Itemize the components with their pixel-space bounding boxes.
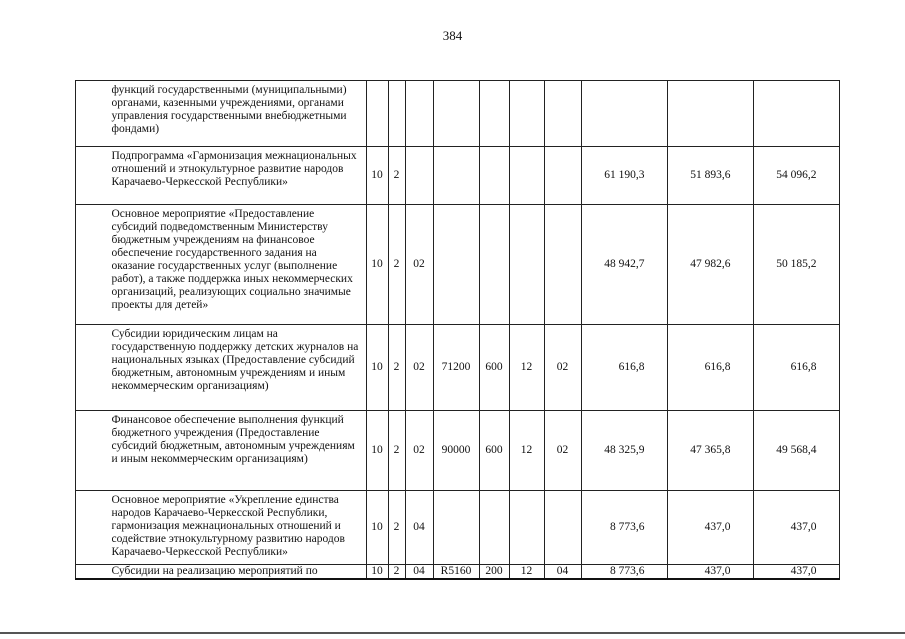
table-row [41,147,839,205]
row-margin-cell [41,411,75,491]
code-cell [544,491,581,565]
code-cell: 2 [388,325,405,411]
code-cell: 12 [509,325,544,411]
code-cell [405,147,433,205]
code-cell [433,205,479,325]
code-cell: 600 [479,411,509,491]
row-name-cell: Подпрограмма «Гармонизация межнациональных отношений и этнокультурное развитие народов Карачаево-Черкесской Республики» [75,147,366,205]
code-cell: 200 [479,565,509,580]
code-cell: 10 [366,491,388,565]
code-cell: 02 [405,411,433,491]
row-name-cell: функций государственными (муниципальными) органами, казенными учреждениями, органами управления государственными внебюджетными фондами) [75,81,366,147]
page-number: 384 [442,28,463,43]
amount-cell [667,81,753,147]
code-cell: 90000 [433,411,479,491]
code-cell: 12 [509,411,544,491]
code-cell [479,491,509,565]
code-cell: 10 [366,147,388,205]
row-name-cell: Субсидии на реализацию мероприятий по [75,565,366,580]
code-cell: 71200 [433,325,479,411]
code-cell: 2 [388,565,405,580]
code-cell [433,147,479,205]
amount-cell: 54 096,2 [753,147,839,205]
row-margin-cell [41,325,75,411]
code-cell [433,81,479,147]
amount-cell: 47 982,6 [667,205,753,325]
code-cell [479,205,509,325]
code-cell [509,81,544,147]
amount-cell: 48 325,9 [581,411,667,491]
code-cell: 10 [366,565,388,580]
row-margin-cell [41,491,75,565]
code-cell [544,205,581,325]
amount-cell: 47 365,8 [667,411,753,491]
code-cell: 02 [405,205,433,325]
code-cell: 04 [405,565,433,580]
code-cell: 04 [405,491,433,565]
code-cell [544,147,581,205]
amount-cell: 8 773,6 [581,491,667,565]
budget-table [41,80,840,580]
amount-cell: 616,8 [667,325,753,411]
row-name-cell: Финансовое обеспечение выполнения функций бюджетного учреждения (Предоставление субсидий бюджетным, автономным учреждениям и иным некоммерческим организациям) [75,411,366,491]
amount-cell: 437,0 [667,565,753,580]
code-cell: 2 [388,205,405,325]
code-cell: 10 [366,411,388,491]
amount-cell: 51 893,6 [667,147,753,205]
row-name-cell: Основное мероприятие «Предоставление субсидий подведомственным Министерству бюджетным учреждениям на финансовое обеспечение государственного задания на оказание государственных услуг (выполнение работ), а также поддержка иных некоммерческих организаций, реализующих социально значимые проекты для детей» [75,205,366,325]
code-cell: 10 [366,205,388,325]
row-margin-cell [41,205,75,325]
code-cell [509,205,544,325]
row-margin-cell [41,565,75,580]
table-row [41,325,839,411]
amount-cell: 50 185,2 [753,205,839,325]
table-row [41,81,839,147]
code-cell [479,147,509,205]
code-cell: 2 [388,411,405,491]
code-cell: 2 [388,491,405,565]
amount-cell [581,81,667,147]
page-bottom-edge [0,632,905,634]
amount-cell: 49 568,4 [753,411,839,491]
code-cell: 12 [509,565,544,580]
amount-cell [753,81,839,147]
code-cell: 2 [388,147,405,205]
code-cell: R5160 [433,565,479,580]
code-cell: 10 [366,325,388,411]
code-cell [388,81,405,147]
row-margin-cell [41,81,75,147]
code-cell [479,81,509,147]
amount-cell: 8 773,6 [581,565,667,580]
code-cell [509,147,544,205]
code-cell: 04 [544,565,581,580]
code-cell [544,81,581,147]
table-row [41,565,839,580]
code-cell [509,491,544,565]
code-cell [433,491,479,565]
table-row [41,491,839,565]
code-cell: 02 [544,411,581,491]
table-row [41,411,839,491]
row-name-cell: Основное мероприятие «Укрепление единства народов Карачаево-Черкесской Республики, гармонизация межнациональных отношений и содействие этнокультурному развитию народов Карачаево-Черкесской Республики» [75,491,366,565]
code-cell: 02 [544,325,581,411]
table-row [41,205,839,325]
amount-cell: 437,0 [753,491,839,565]
code-cell: 02 [405,325,433,411]
amount-cell: 437,0 [753,565,839,580]
amount-cell: 61 190,3 [581,147,667,205]
code-cell [405,81,433,147]
amount-cell: 616,8 [753,325,839,411]
code-cell [366,81,388,147]
row-name-cell: Субсидии юридическим лицам на государственную поддержку детских журналов на национальных языках (Предоставление субсидий бюджетным, автономным учреждениям и иным некоммерческим организациям) [75,325,366,411]
amount-cell: 616,8 [581,325,667,411]
amount-cell: 437,0 [667,491,753,565]
code-cell: 600 [479,325,509,411]
amount-cell: 48 942,7 [581,205,667,325]
row-margin-cell [41,147,75,205]
